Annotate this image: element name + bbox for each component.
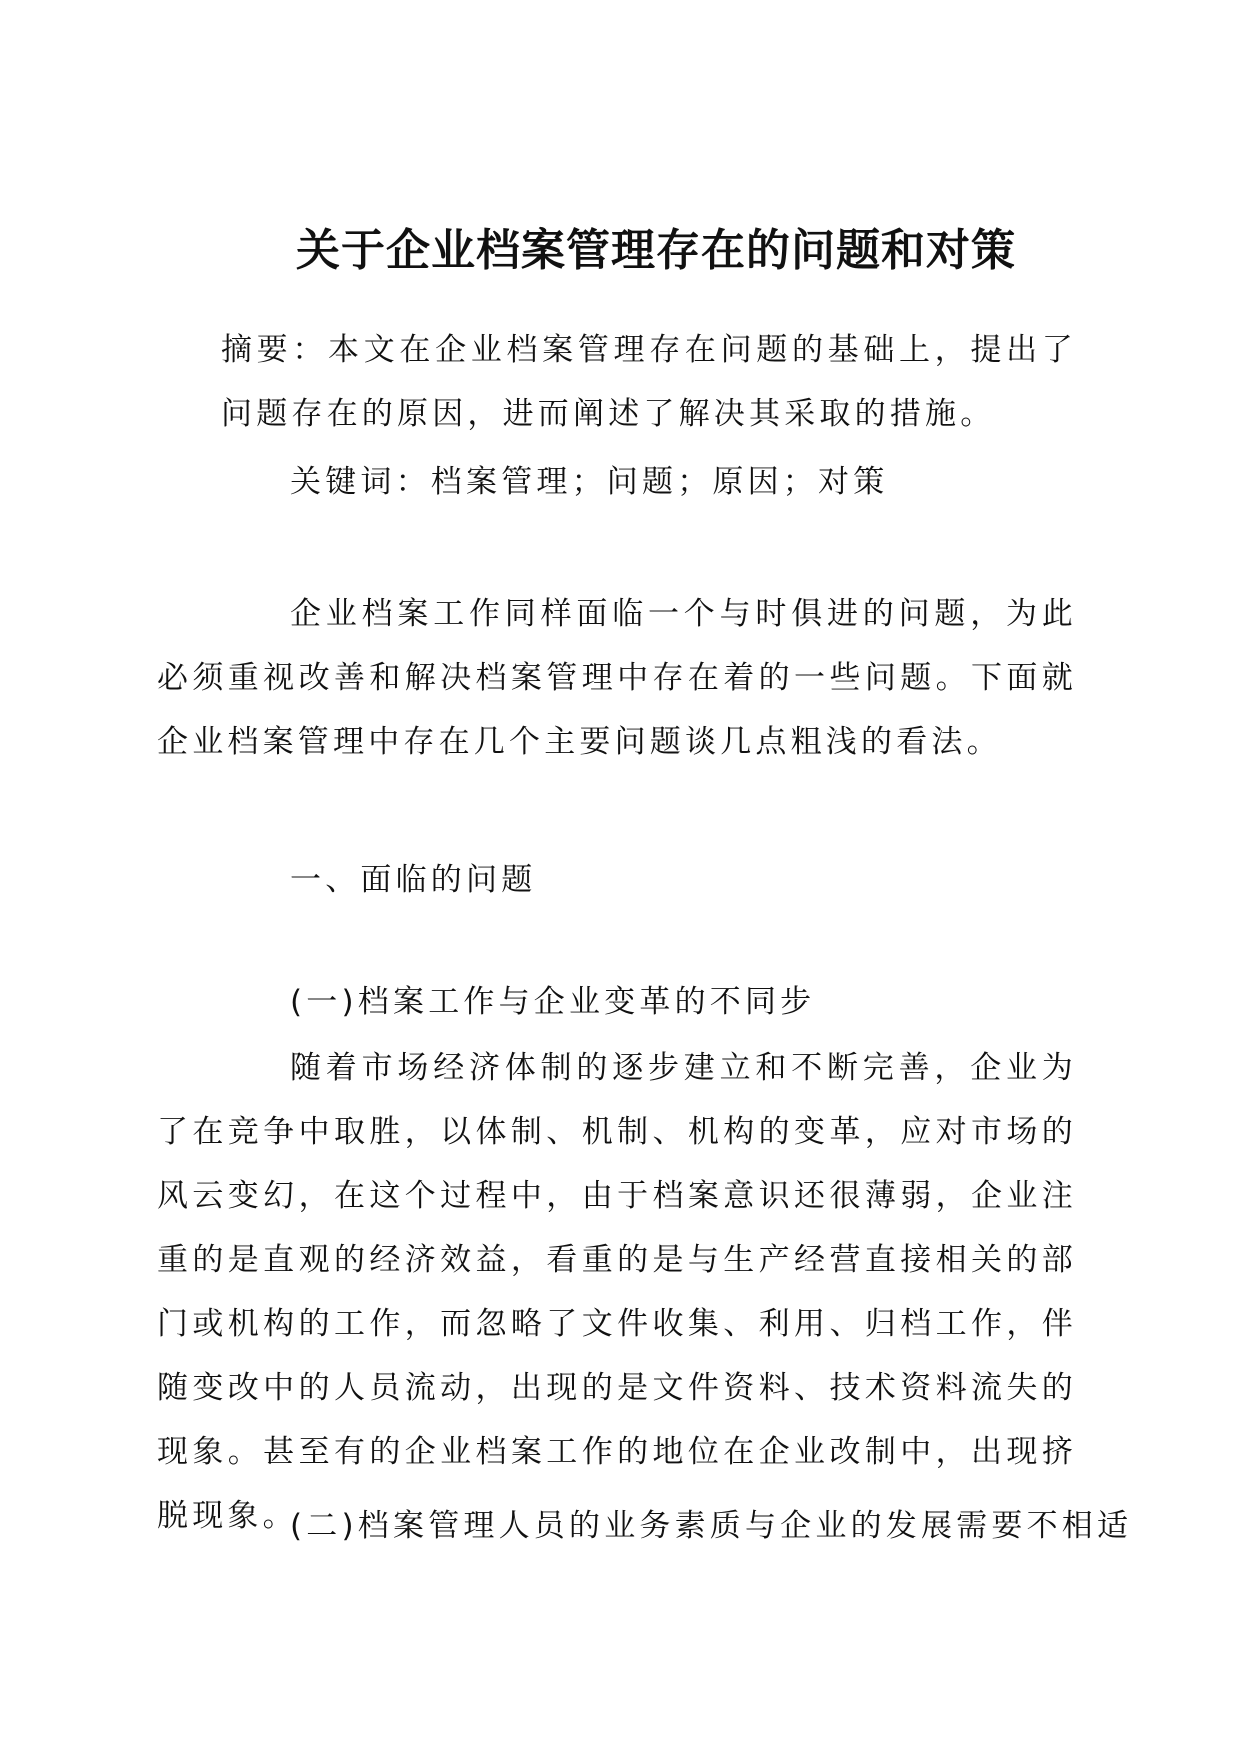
subsection-heading-1: (一)档案工作与企业变革的不同步 — [290, 984, 816, 1020]
subsection-heading-2: (二)档案管理人员的业务素质与企业的发展需要不相适 — [290, 1508, 1133, 1544]
section-heading-1: 一、面临的问题 — [290, 862, 537, 898]
subsection-1-paragraph: 随着市场经济体制的逐步建立和不断完善，企业为了在竞争中取胜，以体制、机制、机构的变革，应对市场的风云变幻，在这个过程中，由于档案意识还很薄弱，企业注重的是直观的经济效益，看重的是与生产经营直接相关的部门或机构的工作，而忽略了文件收集、利用、归档工作，伴随变改中的人员流动，出现的是文件资料、技术资料流失的现象。甚至有的企业档案工作的地位在企业改制中，出现挤脱现象。 — [157, 1050, 1077, 1534]
document-title: 关于企业档案管理存在的问题和对策 — [296, 225, 1016, 276]
abstract-text: 摘要：本文在企业档案管理存在问题的基础上，提出了问题存在的原因，进而阐述了解决其采取的措施。 — [221, 332, 1077, 432]
keywords-line: 关键词：档案管理；问题；原因；对策 — [290, 464, 889, 500]
intro-paragraph: 企业档案工作同样面临一个与时俱进的问题，为此必须重视改善和解决档案管理中存在着的一些问题。下面就企业档案管理中存在几个主要问题谈几点粗浅的看法。 — [157, 596, 1077, 760]
abstract-paragraph — [157, 318, 1077, 446]
